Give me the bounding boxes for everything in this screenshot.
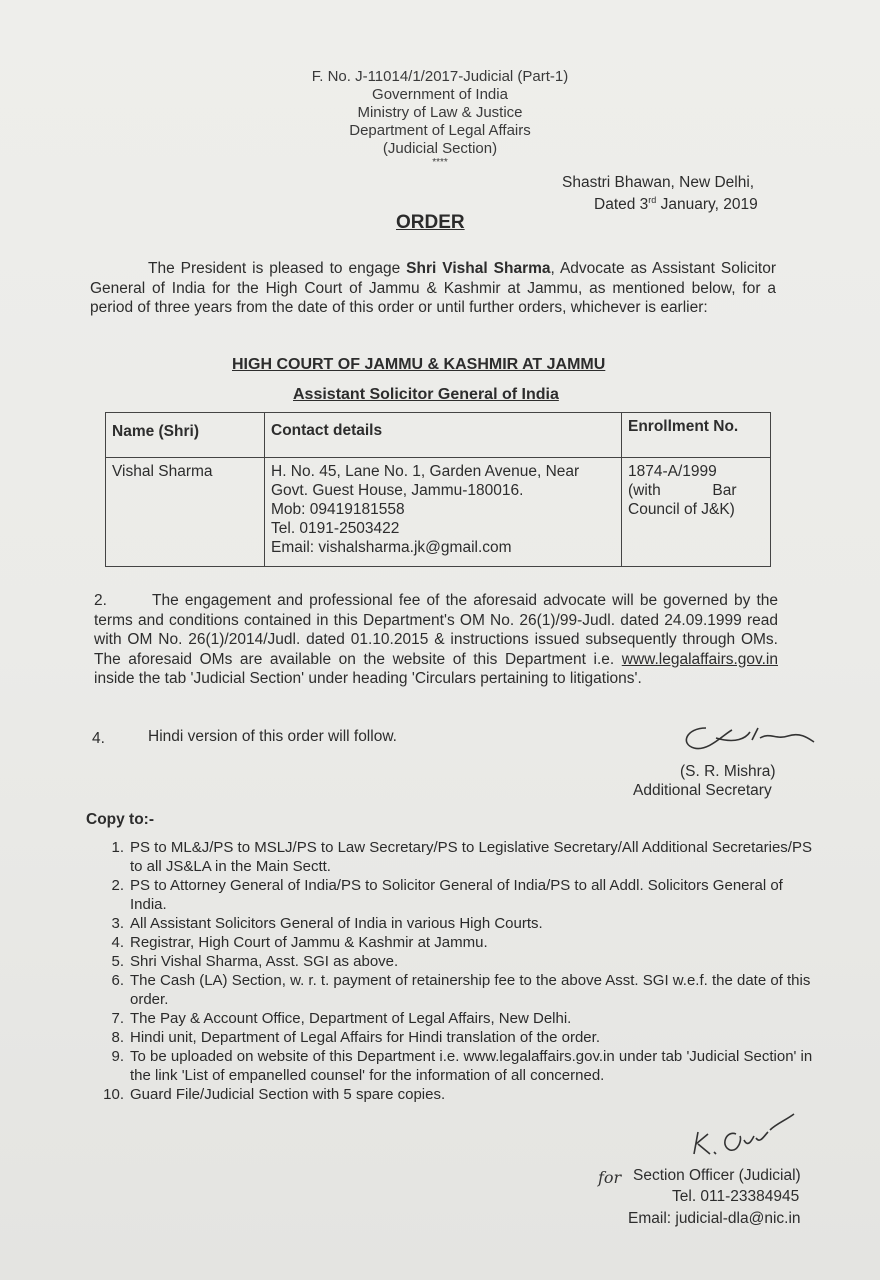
list-item: 5. Shri Vishal Sharma, Asst. SGI as above. [111, 953, 399, 970]
cell-name: Vishal Sharma [106, 458, 265, 567]
contact-address-1: H. No. 45, Lane No. 1, Garden Avenue, Near [271, 463, 580, 480]
enrollment-no: 1874-A/1999 [628, 463, 717, 480]
header-enrollment: Enrollment No. [622, 413, 771, 458]
list-item: 10. Guard File/Judicial Section with 5 spare copies. [103, 1086, 446, 1103]
list-item: 9. To be uploaded on website of this Department i.e. www.legalaffairs.gov.in under tab 'Judicial Section' in the link 'List of empanelled counsel' for the information of all concerned. [111, 1048, 813, 1084]
contact-tel: Tel. 0191-2503422 [271, 520, 400, 537]
list-item: 4. Registrar, High Court of Jammu & Kashmir at Jammu. [111, 934, 488, 951]
cell-contact [265, 458, 622, 567]
header-contact: Contact details [265, 413, 622, 458]
signature-mishra-icon [676, 716, 826, 758]
contact-address-2: Govt. Guest House, Jammu-180016. [271, 482, 524, 499]
order-title: ORDER [396, 212, 465, 233]
enrollment-with: (with Bar [628, 482, 737, 499]
list-item: 6. The Cash (LA) Section, w. r. t. payment of retainership fee to the above Asst. SGI w.e.f. the date of this order. [111, 972, 811, 1008]
place-line: Shastri Bhawan, New Delhi, [562, 174, 755, 191]
signatory2-tel: Tel. 011-23384945 [672, 1188, 800, 1205]
list-item: 3. All Assistant Solicitors General of India in various High Courts. [111, 915, 543, 932]
list-item: 7. The Pay & Account Office, Department of Legal Affairs, New Delhi. [111, 1010, 572, 1027]
list-item: 1. PS to ML&J/PS to MSLJ/PS to Law Secretary/PS to Legislative Secretary/All Additional Secretaries/PS to all JS&LA in the Main Sectt. [111, 839, 812, 875]
list-item: 2. PS to Attorney General of India/PS to Solicitor General of India/PS to all Addl. Solicitors General of India. [111, 877, 783, 913]
contact-email: Email: vishalsharma.jk@gmail.com [271, 539, 512, 556]
para4-number: 4. [92, 730, 105, 747]
signatory2-designation: Section Officer (Judicial) [633, 1167, 801, 1184]
list-item: 8. Hindi unit, Department of Legal Affairs for Hindi translation of the order. [111, 1029, 600, 1046]
post-heading: Assistant Solicitor General of India [293, 386, 559, 403]
ministry-line: Ministry of Law & Justice [357, 104, 523, 121]
counsel-table [105, 412, 771, 567]
signatory1-name: (S. R. Mishra) [680, 763, 776, 780]
table-header-row [106, 413, 771, 458]
copy-to-heading: Copy to:- [86, 811, 155, 828]
copy-to-list [92, 838, 822, 1104]
header-stars: **** [432, 157, 448, 168]
section-line: (Judicial Section) [382, 140, 498, 157]
signature-section-officer-icon [690, 1110, 800, 1158]
signatory2-email: Email: judicial-dla@nic.in [628, 1210, 801, 1227]
enrollment-council: Council of J&K) [628, 501, 735, 518]
file-number: F. No. J-11014/1/2017-Judicial (Part-1) [311, 68, 569, 85]
para2-number: 2. [94, 592, 107, 609]
contact-mobile: Mob: 09419181558 [271, 501, 405, 518]
intro-paragraph: The President is pleased to engage Shri Vishal Sharma, Advocate as Assistant Solicitor General of India for the High Court of Jammu & Kashmir at Jammu, as mentioned below, for a period of three years from the date of this order or until further orders, whichever is earlier: [90, 260, 777, 316]
govt-line: Government of India [372, 86, 508, 103]
date-line: Dated 3rd January, 2019 [594, 195, 758, 214]
for-mark: for [598, 1168, 622, 1187]
header-name: Name (Shri) [106, 413, 265, 458]
table-row [106, 458, 771, 567]
signatory1-designation: Additional Secretary [633, 782, 772, 799]
department-line: Department of Legal Affairs [349, 122, 531, 139]
website-link[interactable]: www.legalaffairs.gov.in [621, 650, 778, 668]
para4-text: Hindi version of this order will follow. [148, 728, 397, 745]
court-heading: HIGH COURT OF JAMMU & KASHMIR AT JAMMU [232, 356, 606, 373]
cell-enrollment [622, 458, 771, 567]
paragraph-2: 2. The engagement and professional fee of the aforesaid advocate will be governed by the terms and conditions contained in this Department's OM No. 26(1)/99-Judl. dated 24.09.1999 read with OM No. 26(1)/2014/Judl. dated 01.10.2015 & instructions issued subsequently through OMs. The aforesaid OMs are available on the website of this Department i.e. www.legalaffairs.gov.in inside the tab 'Judicial Section' under heading 'Circulars pertaining to litigations'. [94, 592, 778, 687]
